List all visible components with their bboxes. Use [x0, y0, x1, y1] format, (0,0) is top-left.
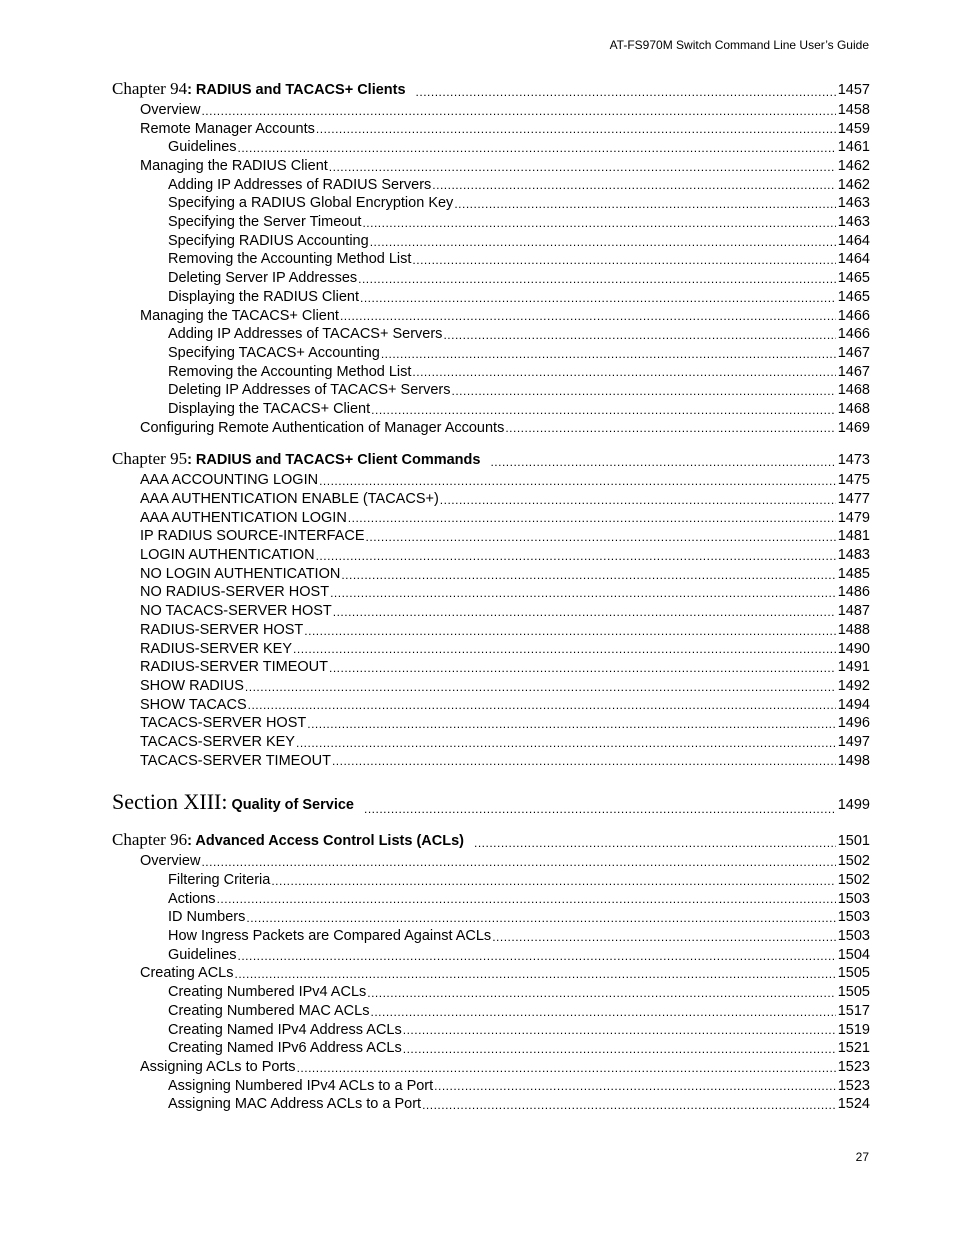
toc-entry[interactable] — [112, 677, 870, 696]
toc-entry[interactable] — [112, 344, 870, 363]
toc-entry[interactable] — [112, 176, 870, 195]
toc-heading-label — [112, 80, 406, 101]
dot-leader — [330, 584, 836, 602]
toc-entry-label: Deleting IP Addresses of TACACS+ Servers — [168, 382, 451, 399]
page-number: 27 — [855, 1150, 869, 1164]
dot-leader — [201, 853, 835, 871]
toc-entry[interactable] — [112, 852, 870, 871]
toc-page-number: 1477 — [837, 491, 870, 508]
toc-page-number: 1468 — [837, 382, 870, 399]
toc-entry[interactable] — [112, 714, 870, 733]
toc-entry[interactable] — [112, 1021, 870, 1040]
toc-entry-label: NO TACACS-SERVER HOST — [140, 603, 332, 620]
dot-leader — [246, 909, 835, 927]
toc-entry[interactable] — [112, 120, 870, 139]
toc-entry[interactable] — [112, 733, 870, 752]
toc-entry[interactable] — [112, 696, 870, 715]
dot-leader — [245, 678, 836, 696]
toc-entry[interactable] — [112, 527, 870, 546]
toc-entry[interactable] — [112, 890, 870, 909]
toc-entry[interactable] — [112, 908, 870, 927]
toc-entry-label: NO LOGIN AUTHENTICATION — [140, 565, 341, 582]
dot-leader — [217, 890, 836, 908]
toc-chapter-heading[interactable] — [112, 80, 870, 101]
toc-heading-label — [112, 450, 480, 471]
toc-entry[interactable] — [112, 1095, 870, 1114]
toc-entry[interactable] — [112, 363, 870, 382]
toc-page-number: 1463 — [837, 195, 870, 212]
toc-page-number: 1487 — [837, 603, 870, 620]
toc-page-number: 1505 — [837, 984, 870, 1001]
toc-entry-label: IP RADIUS SOURCE-INTERFACE — [140, 528, 365, 545]
toc-page-number: 1503 — [837, 909, 870, 926]
dot-leader — [432, 176, 835, 194]
dot-leader — [358, 270, 836, 288]
dot-leader — [370, 1003, 835, 1021]
dot-leader — [329, 158, 836, 176]
toc-page-number: 1467 — [837, 363, 870, 380]
toc-page-number: 1464 — [837, 232, 870, 249]
dot-leader — [329, 659, 836, 677]
toc-page-number: 1473 — [837, 452, 870, 469]
dot-leader — [360, 289, 836, 307]
dot-leader — [304, 622, 835, 640]
dot-leader — [341, 566, 835, 584]
dot-leader — [381, 345, 836, 363]
toc-entry-label: Configuring Remote Authentication of Manager Accounts — [140, 419, 505, 436]
dot-leader — [333, 603, 836, 621]
dot-leader — [316, 547, 836, 565]
toc-entry-label: LOGIN AUTHENTICATION — [140, 547, 315, 564]
toc-entry[interactable] — [112, 381, 870, 400]
toc-entry[interactable] — [112, 1002, 870, 1021]
toc-entry-label: Assigning ACLs to Ports — [140, 1058, 296, 1075]
dot-leader — [490, 453, 835, 471]
toc-entry[interactable] — [112, 983, 870, 1002]
toc-page-number: 1468 — [837, 400, 870, 417]
chapter-title: : RADIUS and TACACS+ Clients — [187, 82, 406, 98]
toc-page-number: 1492 — [837, 677, 870, 694]
toc-entry[interactable] — [112, 490, 870, 509]
dot-leader — [403, 1040, 836, 1058]
toc-entry-label: AAA AUTHENTICATION ENABLE (TACACS+) — [140, 491, 439, 508]
section-title: Quality of Service — [227, 797, 354, 814]
dot-leader — [271, 872, 835, 890]
toc-entry[interactable] — [112, 307, 870, 326]
toc-entry[interactable] — [112, 194, 870, 213]
toc-entry-label: RADIUS-SERVER KEY — [140, 640, 293, 657]
dot-leader — [307, 715, 835, 733]
toc-entry[interactable] — [112, 251, 870, 270]
toc-entry[interactable] — [112, 138, 870, 157]
toc-page-number: 1490 — [837, 640, 870, 657]
toc-page-number: 1465 — [837, 270, 870, 287]
toc-page-number: 1465 — [837, 288, 870, 305]
dot-leader — [296, 734, 836, 752]
toc-page-number: 1504 — [837, 946, 870, 963]
toc-entry-label: Assigning MAC Address ACLs to a Port — [168, 1096, 422, 1113]
toc-entry-label: RADIUS-SERVER HOST — [140, 621, 304, 638]
toc-page-number: 1491 — [837, 659, 870, 676]
dot-leader — [319, 472, 836, 490]
dot-leader — [474, 834, 836, 852]
toc-entry[interactable] — [112, 640, 870, 659]
toc-entry-label: AAA AUTHENTICATION LOGIN — [140, 509, 347, 526]
toc-entry-label: Remote Manager Accounts — [140, 120, 315, 137]
toc-page-number: 1523 — [837, 1077, 870, 1094]
dot-leader — [238, 139, 836, 157]
dot-leader — [454, 195, 835, 213]
dot-leader — [412, 363, 835, 381]
toc-entry-label: SHOW RADIUS — [140, 677, 244, 694]
toc-entry-label: ID Numbers — [168, 909, 246, 926]
toc-entry[interactable] — [112, 1058, 870, 1077]
toc-page-number: 1462 — [837, 158, 870, 175]
toc-page-number: 1467 — [837, 344, 870, 361]
toc-entry-label: Overview — [140, 101, 201, 118]
running-header: AT-FS970M Switch Command Line User’s Guide — [609, 38, 869, 52]
dot-leader — [248, 696, 836, 714]
dot-leader — [201, 102, 835, 120]
toc-page-number: 1494 — [837, 696, 870, 713]
toc-entry-label: NO RADIUS-SERVER HOST — [140, 584, 330, 601]
dot-leader — [293, 640, 836, 658]
toc-page-number: 1463 — [837, 214, 870, 231]
toc-entry-label: Overview — [140, 853, 201, 870]
toc-page-number: 1503 — [837, 928, 870, 945]
toc-entry-label: Displaying the RADIUS Client — [168, 288, 359, 305]
toc-entry[interactable] — [112, 157, 870, 176]
toc-entry[interactable] — [112, 621, 870, 640]
toc-page-number: 1517 — [837, 1002, 870, 1019]
toc-entry-label: Adding IP Addresses of TACACS+ Servers — [168, 326, 443, 343]
toc-page-number: 1505 — [837, 965, 870, 982]
toc-entry-label: Specifying TACACS+ Accounting — [168, 344, 380, 361]
toc-entry-label: Specifying RADIUS Accounting — [168, 232, 369, 249]
toc-chapter-heading[interactable] — [112, 831, 870, 852]
toc-entry[interactable] — [112, 101, 870, 120]
toc-entry-label: Guidelines — [168, 946, 237, 963]
dot-leader — [238, 947, 836, 965]
toc-page-number: 1524 — [837, 1096, 870, 1113]
toc-page-number: 1503 — [837, 890, 870, 907]
toc-page-number: 1502 — [837, 872, 870, 889]
dot-leader — [367, 984, 835, 1002]
toc-entry-label: Creating Numbered IPv4 ACLs — [168, 984, 367, 1001]
toc-entry-label: Adding IP Addresses of RADIUS Servers — [168, 176, 432, 193]
toc-entry-label: Managing the RADIUS Client — [140, 158, 328, 175]
toc-entry[interactable] — [112, 965, 870, 984]
dot-leader — [440, 491, 836, 509]
toc-entry-label: Actions — [168, 890, 216, 907]
toc-entry-label: TACACS-SERVER HOST — [140, 715, 307, 732]
dot-leader — [434, 1077, 836, 1095]
toc-entry[interactable] — [112, 871, 870, 890]
toc-entry[interactable] — [112, 232, 870, 251]
toc-page-number: 1457 — [837, 82, 870, 98]
dot-leader — [362, 214, 835, 232]
dot-leader — [340, 307, 836, 325]
toc-entry-label: Deleting Server IP Addresses — [168, 270, 358, 287]
dot-leader — [316, 120, 836, 138]
toc-page-number: 1461 — [837, 139, 870, 156]
toc-entry[interactable] — [112, 658, 870, 677]
toc-page-number: 1459 — [837, 120, 870, 137]
toc-entry[interactable] — [112, 509, 870, 528]
toc-page-number: 1466 — [837, 326, 870, 343]
toc-page-number: 1485 — [837, 565, 870, 582]
toc-entry-label: AAA ACCOUNTING LOGIN — [140, 472, 319, 489]
toc-entry-label: Creating Named IPv4 Address ACLs — [168, 1021, 402, 1038]
toc-entry-label: Guidelines — [168, 139, 237, 156]
chapter-number: Chapter 95 — [112, 450, 188, 469]
toc-entry[interactable] — [112, 946, 870, 965]
dot-leader — [235, 965, 836, 983]
chapter-title: : Advanced Access Control Lists (ACLs) — [187, 833, 464, 850]
toc-entry-label: Displaying the TACACS+ Client — [168, 400, 371, 417]
chapter-title: : RADIUS and TACACS+ Client Commands — [187, 452, 481, 469]
toc-entry-label: Specifying the Server Timeout — [168, 214, 362, 231]
dot-leader — [348, 509, 836, 527]
toc-page-number: 1486 — [837, 584, 870, 601]
dot-leader — [422, 1096, 836, 1114]
toc-entry-label: TACACS-SERVER KEY — [140, 733, 295, 750]
section-number: Section XIII: — [112, 792, 228, 815]
toc-entry[interactable] — [112, 269, 870, 288]
toc-entry-label: Removing the Accounting Method List — [168, 363, 412, 380]
toc-chapter-heading[interactable] — [112, 450, 870, 471]
chapter-number: Chapter 94 — [112, 80, 188, 98]
chapter-number: Chapter 96 — [112, 831, 188, 850]
dot-leader — [364, 800, 836, 818]
toc-entry-label: Creating Numbered MAC ACLs — [168, 1002, 370, 1019]
dot-leader — [297, 1059, 836, 1077]
toc-page-number: 1479 — [837, 509, 870, 526]
toc-page-number: 1481 — [837, 528, 870, 545]
toc-page-number: 1483 — [837, 547, 870, 564]
dot-leader — [492, 928, 836, 946]
toc-page-number: 1519 — [837, 1021, 870, 1038]
table-of-contents — [112, 78, 870, 1114]
toc-page-number: 1475 — [837, 472, 870, 489]
toc-page-number: 1469 — [837, 419, 870, 436]
toc-entry[interactable] — [112, 471, 870, 490]
toc-entry[interactable] — [112, 400, 870, 419]
toc-entry-label: RADIUS-SERVER TIMEOUT — [140, 659, 328, 676]
toc-page-number: 1523 — [837, 1058, 870, 1075]
dot-leader — [403, 1021, 836, 1039]
dot-leader — [451, 382, 835, 400]
toc-page-number: 1499 — [837, 797, 870, 814]
toc-page-number: 1488 — [837, 621, 870, 638]
toc-entry[interactable] — [112, 1077, 870, 1096]
toc-page-number: 1496 — [837, 715, 870, 732]
toc-entry-label: TACACS-SERVER TIMEOUT — [140, 752, 331, 769]
dot-leader — [366, 528, 836, 546]
toc-page-number: 1498 — [837, 752, 870, 769]
toc-entry-label: Removing the Accounting Method List — [168, 251, 412, 268]
toc-entry[interactable] — [112, 419, 870, 438]
toc-entry[interactable] — [112, 213, 870, 232]
toc-entry-label: Filtering Criteria — [168, 872, 271, 889]
toc-entry[interactable] — [112, 288, 870, 307]
toc-entry-label: SHOW TACACS — [140, 696, 247, 713]
toc-page-number: 1462 — [837, 176, 870, 193]
toc-section-heading[interactable] — [112, 792, 870, 818]
toc-entry-label: Assigning Numbered IPv4 ACLs to a Port — [168, 1077, 434, 1094]
dot-leader — [332, 752, 836, 770]
toc-page-number: 1466 — [837, 307, 870, 324]
dot-leader — [370, 233, 836, 251]
toc-entry[interactable] — [112, 546, 870, 565]
toc-entry-label: Managing the TACACS+ Client — [140, 307, 339, 324]
toc-page-number: 1501 — [837, 833, 870, 850]
dot-leader — [416, 83, 836, 101]
toc-entry-label: Creating Named IPv6 Address ACLs — [168, 1040, 402, 1057]
toc-entry[interactable] — [112, 565, 870, 584]
toc-entry[interactable] — [112, 584, 870, 603]
dot-leader — [443, 326, 835, 344]
toc-page-number: 1464 — [837, 251, 870, 268]
dot-leader — [505, 419, 835, 437]
toc-entry-label: Specifying a RADIUS Global Encryption Key — [168, 195, 454, 212]
dot-leader — [412, 251, 835, 269]
dot-leader — [371, 401, 836, 419]
toc-entry[interactable] — [112, 752, 870, 771]
toc-entry[interactable] — [112, 1039, 870, 1058]
toc-entry-label: How Ingress Packets are Compared Against ACLs — [168, 928, 492, 945]
toc-entry[interactable] — [112, 602, 870, 621]
toc-entry[interactable] — [112, 927, 870, 946]
toc-page-number: 1458 — [837, 101, 870, 118]
toc-page-number: 1502 — [837, 853, 870, 870]
toc-page-number: 1521 — [837, 1040, 870, 1057]
toc-heading-label — [112, 831, 464, 852]
toc-entry-label: Creating ACLs — [140, 965, 234, 982]
toc-page-number: 1497 — [837, 733, 870, 750]
toc-heading-label — [112, 792, 354, 818]
toc-entry[interactable] — [112, 325, 870, 344]
